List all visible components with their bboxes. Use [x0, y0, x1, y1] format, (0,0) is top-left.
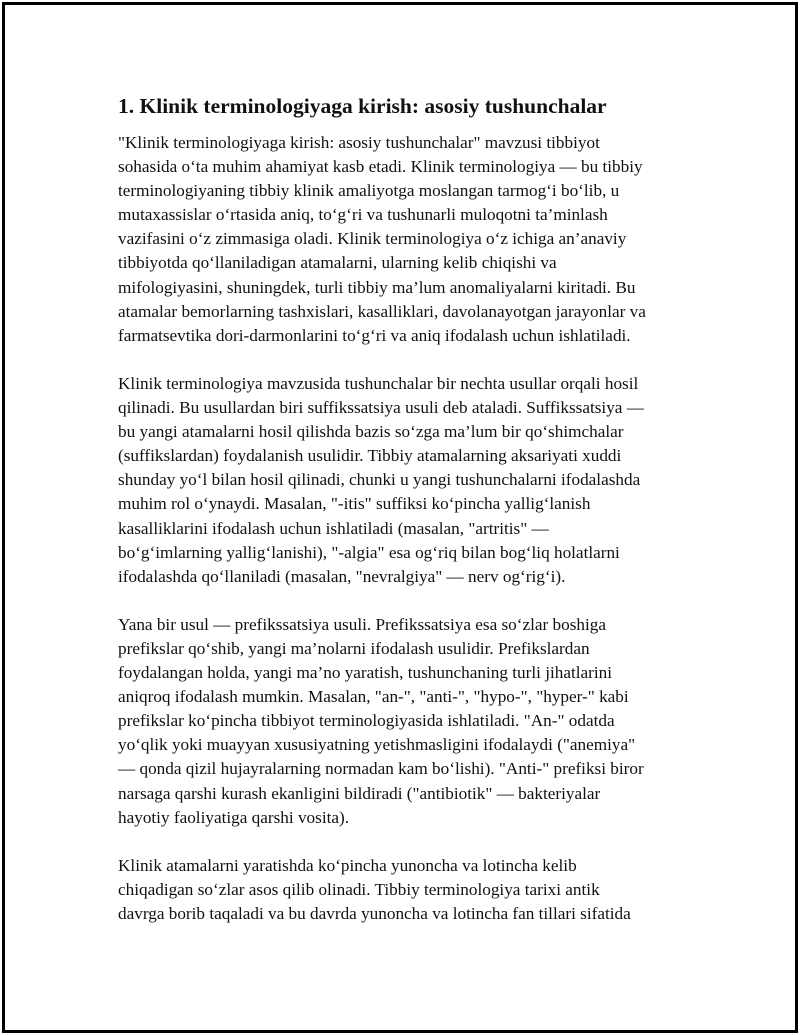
text-line: bu yangi atamalarni hosil qilishda bazis so‘zga ma’lum bir qo‘shimchalar	[118, 422, 624, 442]
text-line: vazifasini o‘z zimmasiga oladi. Klinik terminologiya o‘z ichiga an’anaviy	[118, 229, 627, 249]
text-line: yo‘qlik yoki muayyan xususiyatning yetishmasligini ifodalaydi ("anemiya"	[118, 735, 636, 755]
paragraph-4	[118, 854, 688, 926]
text-line: foydalangan holda, yangi ma’no yaratish, tushunchaning turli jihatlarini	[118, 663, 613, 683]
text-line: "Klinik terminologiyaga kirish: asosiy tushunchalar" mavzusi tibbiyot	[118, 133, 600, 152]
document-body	[118, 93, 688, 950]
text-line: prefikslar ko‘pincha tibbiyot terminologiyasida ishlatiladi. "An-" odatda	[118, 711, 615, 731]
text-line: narsaga qarshi kurash ekanligini bildiradi ("antibiotik" — bakteriyalar	[118, 783, 601, 803]
text-line: Klinik atamalarni yaratishda ko‘pincha yunoncha va lotincha kelib	[118, 855, 577, 875]
paragraph-1	[118, 131, 688, 348]
text-line: muhim rol o‘ynaydi. Masalan, "-itis" suffiksi ko‘pincha yallig‘lanish	[118, 494, 591, 514]
text-line: sohasida o‘ta muhim ahamiyat kasb etadi. Klinik terminologiya — bu tibbiy	[118, 157, 643, 177]
text-line: kasalliklarini ifodalash uchun ishlatiladi (masalan, "artritis" —	[118, 518, 549, 538]
text-line: terminologiyaning tibbiy klinik amaliyotga moslangan tarmog‘i bo‘lib, u	[118, 181, 620, 201]
text-line: farmatsevtika dori-darmonlarini to‘g‘ri va aniq ifodalash uchun ishlatiladi.	[118, 325, 631, 345]
text-line: prefikslar qo‘shib, yangi ma’nolarni ifodalash usulidir. Prefikslardan	[118, 638, 590, 658]
section-heading: 1. Klinik terminologiyaga kirish: asosiy tushunchalar	[118, 94, 607, 118]
text-line: bo‘g‘imlarning yallig‘lanishi), "-algia" esa og‘riq bilan bog‘liq holatlarni	[118, 542, 620, 562]
text-line: davrga borib taqaladi va bu davrda yunoncha va lotincha fan tillari sifatida	[118, 904, 631, 923]
text-line: ifodalashda qo‘llaniladi (masalan, "nevralgiya" — nerv og‘rig‘i).	[118, 566, 566, 586]
text-line: aniqroq ifodalash mumkin. Masalan, "an-", "anti-", "hypo-", "hyper-" kabi	[118, 687, 629, 707]
text-line: mutaxassislar o‘rtasida aniq, to‘g‘ri va tushunarli muloqotni ta’minlash	[118, 205, 608, 225]
paragraph-3	[118, 613, 688, 830]
text-line: mifologiyasini, shuningdek, turli tibbiy ma’lum anomaliyalarni kiritadi. Bu	[118, 277, 636, 297]
text-line: shunday yo‘l bilan hosil qilinadi, chunki u yangi tushunchalarni ifodalashda	[118, 470, 641, 490]
text-line: atamalar bemorlarning tashxislari, kasalliklari, davolanayotgan jarayonlar va	[118, 301, 646, 321]
text-line: Yana bir usul — prefikssatsiya usuli. Prefikssatsiya esa so‘zlar boshiga	[118, 614, 607, 634]
text-line: tibbiyotda qo‘llaniladigan atamalarni, ularning kelib chiqishi va	[118, 253, 557, 273]
text-line: qilinadi. Bu usullardan biri suffikssatsiya usuli deb ataladi. Suffikssatsiya —	[118, 398, 644, 418]
text-line: Klinik terminologiya mavzusida tushunchalar bir nechta usullar orqali hosil	[118, 373, 639, 393]
paragraph-2	[118, 372, 688, 589]
text-line: chiqadigan so‘zlar asos qilib olinadi. Tibbiy terminologiya tarixi antik	[118, 879, 600, 899]
text-line: (suffikslardan) foydalanish usulidir. Tibbiy atamalarning aksariyati xuddi	[118, 446, 622, 466]
text-line: — qonda qizil hujayralarning normadan kam bo‘lishi). "Anti-" prefiksi biror	[118, 759, 644, 779]
text-line: hayotiy faoliyatiga qarshi vosita).	[118, 807, 350, 827]
